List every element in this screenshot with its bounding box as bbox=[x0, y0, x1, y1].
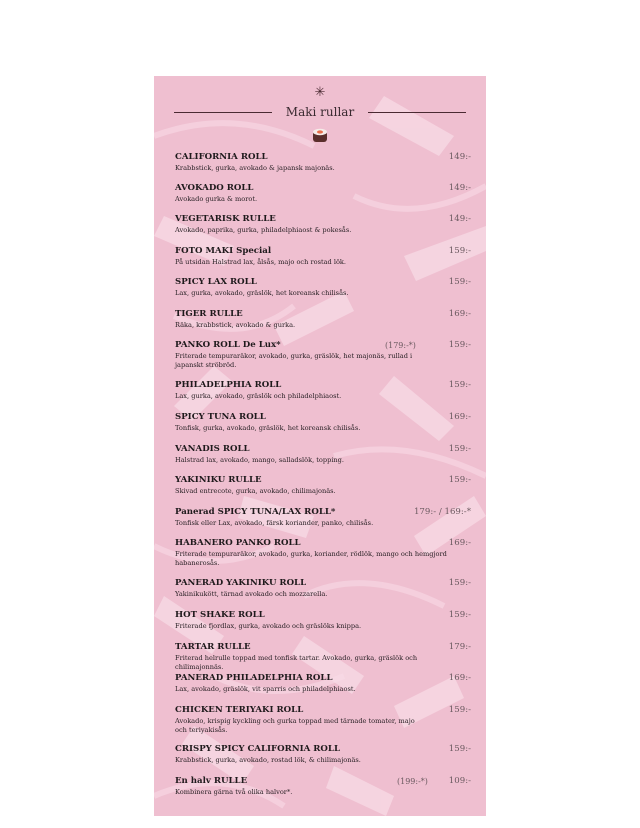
item-name: CRISPY SPICY CALIFORNIA ROLL bbox=[175, 744, 340, 754]
item-price: 159:- bbox=[448, 475, 471, 485]
item-price: 169:- bbox=[448, 412, 471, 422]
item-name: CALIFORNIA ROLL bbox=[175, 152, 268, 162]
item-name: SPICY TUNA ROLL bbox=[175, 412, 266, 422]
item-description: Avokado gurka & morot. bbox=[175, 195, 258, 203]
item-price: 179:- / 169:-* bbox=[413, 507, 471, 517]
item-alt-price: (199:-*) bbox=[397, 777, 428, 786]
item-price: 179:- bbox=[448, 642, 471, 652]
item-name: Panerad SPICY TUNA/LAX ROLL* bbox=[175, 507, 336, 517]
item-name: PANERAD YAKINIKU ROLL bbox=[175, 578, 307, 588]
item-name: VANADIS ROLL bbox=[175, 444, 250, 454]
item-description: Friterade fjordlax, gurka, avokado och gräslöks knippa. bbox=[175, 622, 362, 630]
item-description: Lax, gurka, avokado, gräslök, het koreansk chilisås. bbox=[175, 289, 349, 297]
item-description: Halstrad lax, avokado, mango, salladslök, topping. bbox=[175, 456, 344, 464]
item-description: Friterad helrulle toppad med tonfisk tartar. Avokado, gurka, gräslök och chilimajonnäs. bbox=[175, 654, 418, 671]
item-price: 159:- bbox=[448, 340, 471, 350]
item-description: Tonfisk eller Lax, avokado, färsk koriander, panko, chilisås. bbox=[175, 519, 374, 527]
item-name: TARTAR RULLE bbox=[175, 642, 251, 652]
item-name: FOTO MAKI Special bbox=[175, 246, 272, 256]
title-row bbox=[154, 104, 486, 120]
item-price: 169:- bbox=[448, 309, 471, 319]
item-price: 159:- bbox=[448, 380, 471, 390]
item-price: 169:- bbox=[448, 673, 471, 683]
item-description: Friterade tempuraräkor, avokado, gurka, gräslök, het majonäs, rullad i japanskt ströbröd. bbox=[175, 352, 413, 369]
item-price: 159:- bbox=[448, 610, 471, 620]
item-description: Yakinikukött, tärnad avokado och mozzarella. bbox=[175, 590, 328, 598]
item-price: 149:- bbox=[448, 214, 471, 224]
item-description: Krabbstick, gurka, avokado & japansk majonäs. bbox=[175, 164, 335, 172]
item-name: HOT SHAKE ROLL bbox=[175, 610, 265, 620]
item-price: 159:- bbox=[448, 578, 471, 588]
item-name: AVOKADO ROLL bbox=[175, 183, 254, 193]
item-price: 159:- bbox=[448, 705, 471, 715]
item-description: Räka, krabbstick, avokado & gurka. bbox=[175, 321, 296, 329]
item-name: HABANERO PANKO ROLL bbox=[175, 538, 301, 548]
item-description: Friterade tempuraräkor, avokado, gurka, koriander, rödlök, mango och hemgjord habanerosås. bbox=[175, 550, 447, 567]
section-title: Maki rullar bbox=[285, 105, 355, 119]
item-description: Tonfisk, gurka, avokado, gräslök, het koreansk chilisås. bbox=[175, 424, 361, 432]
menu-panel bbox=[154, 76, 486, 816]
item-name: CHICKEN TERIYAKI ROLL bbox=[175, 705, 304, 715]
item-price: 159:- bbox=[448, 277, 471, 287]
item-description: Avokado, krispig kyckling och gurka toppad med tärnade tomater, majo och teriyakisås. bbox=[175, 717, 415, 734]
item-description: Avokado, paprika, gurka, philadelphiaost & pokesås. bbox=[175, 226, 352, 234]
ornament-icon: ✳ bbox=[314, 85, 326, 100]
item-name: YAKINIKU RULLE bbox=[175, 475, 262, 485]
item-price: 149:- bbox=[448, 183, 471, 193]
item-description: På utsidan Halstrad lax, ålsås, majo och rostad lök. bbox=[175, 258, 347, 266]
item-alt-price: (179:-*) bbox=[385, 341, 416, 350]
item-name: PHILADELPHIA ROLL bbox=[175, 380, 282, 390]
item-description: Skivad entrecote, gurka, avokado, chilimajonäs. bbox=[175, 487, 336, 495]
item-name: PANKO ROLL De Lux* bbox=[175, 340, 281, 350]
item-name: SPICY LAX ROLL bbox=[175, 277, 257, 287]
item-price: 159:- bbox=[448, 744, 471, 754]
menu-header bbox=[154, 86, 486, 156]
item-description: Krabbstick, gurka, avokado, rostad lök, & chilimajonäs. bbox=[175, 756, 361, 764]
sushi-roll-icon bbox=[311, 127, 329, 145]
item-description: Lax, gurka, avokado, gräslök och philadelphiaost. bbox=[175, 392, 342, 400]
item-price: 159:- bbox=[448, 246, 471, 256]
item-name: PANERAD PHILADELPHIA ROLL bbox=[175, 673, 333, 683]
item-price: 149:- bbox=[448, 152, 471, 162]
item-name: TIGER RULLE bbox=[175, 309, 243, 319]
item-description: Kombinera gärna två olika halvor*. bbox=[175, 788, 293, 796]
item-price: 169:- bbox=[448, 538, 471, 548]
item-name: VEGETARISK RULLE bbox=[175, 214, 276, 224]
item-description: Lax, avokado, gräslök, vit sparris och philadelphiaost. bbox=[175, 685, 356, 693]
item-name: En halv RULLE bbox=[175, 776, 248, 786]
divider-right bbox=[368, 112, 466, 113]
item-price: 109:- bbox=[448, 776, 471, 786]
item-price: 159:- bbox=[448, 444, 471, 454]
